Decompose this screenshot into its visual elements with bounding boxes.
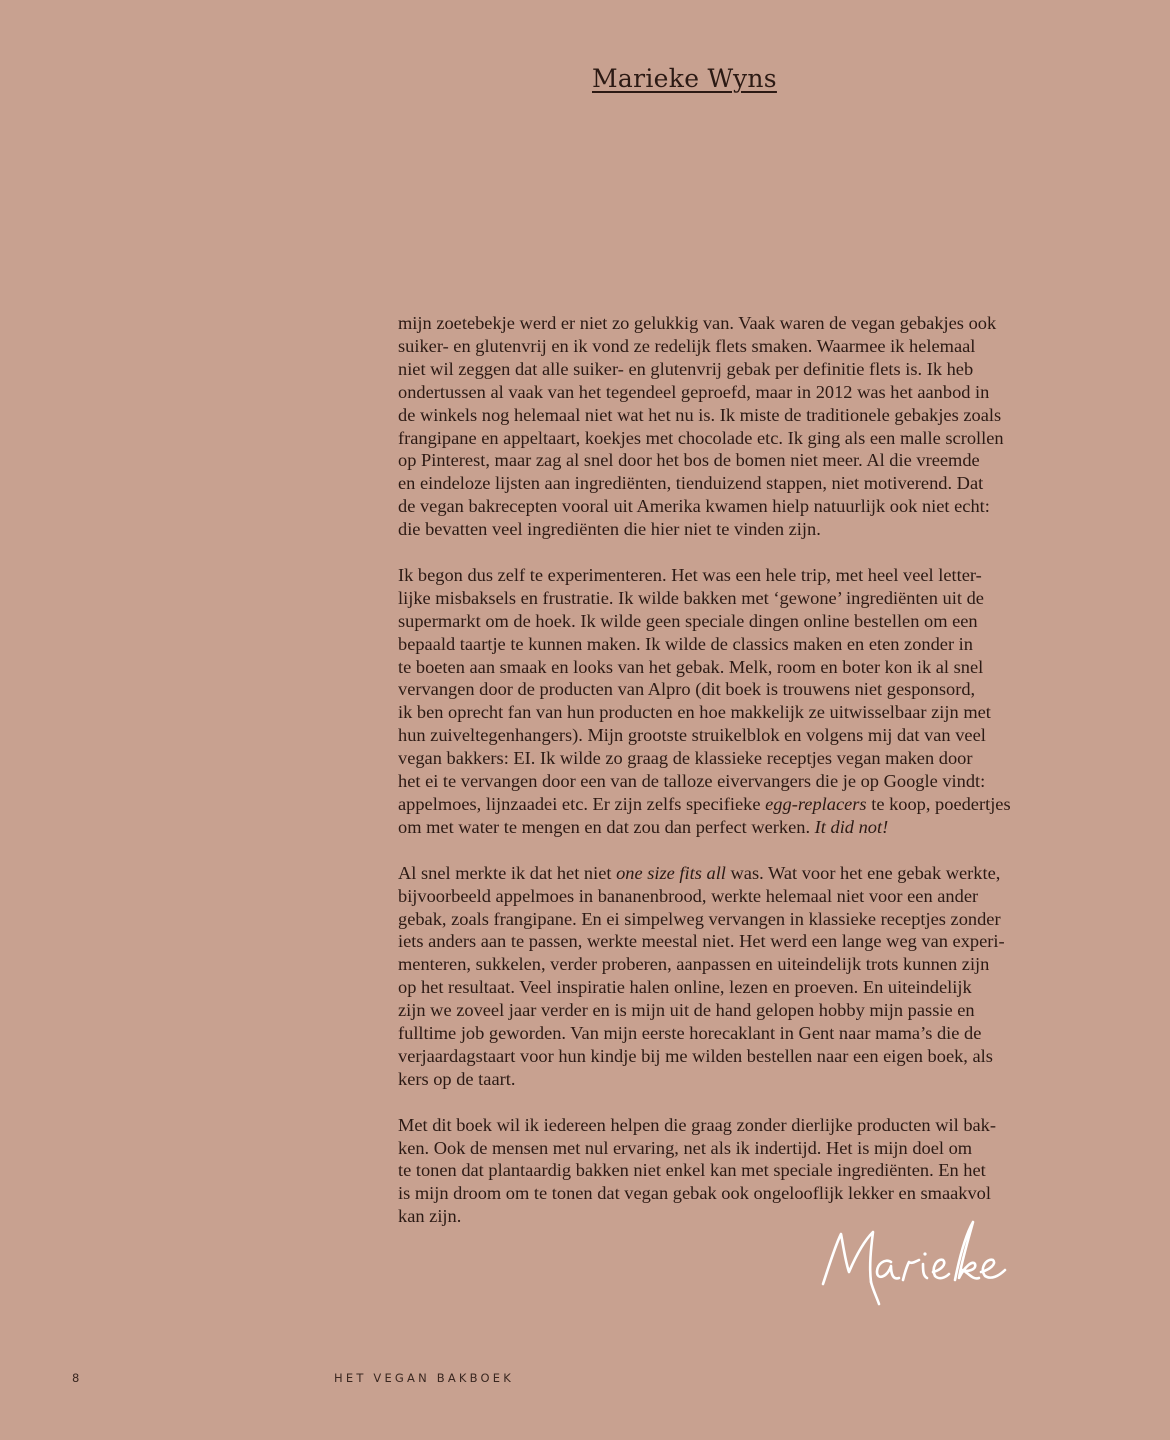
text-line: kan zijn. (398, 1206, 462, 1227)
text-line: te tonen dat plantaardig bakken niet enkel kan met speciale ingrediënten. En het (398, 1160, 986, 1181)
paragraph-3 (398, 862, 1023, 1091)
text-line: bijvoorbeeld appelmoes in bananenbrood, werkte helemaal niet voor een ander (398, 885, 979, 906)
text-line: menteren, sukkelen, verder proberen, aanpassen en uiteindelijk trots kunnen zijn (398, 954, 990, 975)
signature-dot (923, 1252, 926, 1255)
signature-stroke (871, 1282, 879, 1304)
text-line: Ik begon dus zelf te experimenteren. Het was een hele trip, met heel veel letter- (398, 564, 982, 585)
text-line: vervangen door de producten van Alpro (dit boek is trouwens niet gesponsord, (398, 679, 976, 700)
text-line: hun zuiveltegenhangers). Mijn grootste struikelblok en volgens mij dat van veel (398, 725, 986, 746)
italic-term: egg-replacers (765, 794, 867, 815)
text-line (398, 862, 1023, 885)
text-line (398, 793, 1023, 816)
text-segment: appelmoes, lijnzaadei etc. Er zijn zelfs specifieke (398, 794, 766, 815)
text-segment: was. Wat voor het ene gebak werkte, (725, 862, 1001, 883)
text-line: ondertussen al vaak van het tegendeel geproefd, maar in 2012 was het aanbod in (398, 381, 990, 402)
signature-stroke (877, 1261, 899, 1279)
italic-phrase: It did not! (814, 816, 889, 837)
text-line: suiker- en glutenvrij en ik vond ze redelijk flets smaken. Waarmee ik helemaal (398, 335, 976, 356)
signature-stroke (823, 1232, 873, 1284)
text-line: en eindeloze lijsten aan ingrediënten, tienduizend stappen, niet motiverend. Dat (398, 473, 984, 494)
body-text (398, 312, 1023, 1251)
text-line: fulltime job geworden. Van mijn eerste horecaklant in Gent naar mama’s die de (398, 1023, 982, 1044)
text-line: verjaardagstaart voor hun kindje bij me wilden bestellen naar een eigen boek, als (398, 1045, 993, 1066)
text-line: ik ben oprecht fan van hun producten en hoe makkelijk ze uitwisselbaar zijn met (398, 702, 991, 723)
author-name: Marieke Wyns (592, 64, 777, 93)
signature-stroke (955, 1222, 979, 1280)
text-segment: om met water te mengen en dat zou dan perfect werken. (398, 816, 815, 837)
paragraph-1 (398, 312, 1023, 541)
signature-stroke (903, 1260, 919, 1280)
text-line: iets anders aan te passen, werkte meestal niet. Het werd een lange weg van experi- (398, 931, 1005, 952)
paragraph-2 (398, 564, 1023, 839)
page-number: 8 (72, 1371, 80, 1385)
text-line: zijn we zoveel jaar verder en is mijn uit de hand gelopen hobby mijn passie en (398, 1000, 975, 1021)
text-line: het ei te vervangen door een van de talloze eivervangers die je op Google vindt: (398, 771, 986, 792)
book-title: HET VEGAN BAKBOEK (334, 1371, 515, 1385)
text-line: op het resultaat. Veel inspiratie halen online, lezen en proeven. En uiteindelijk (398, 977, 972, 998)
text-line: supermarkt om de hoek. Ik wilde geen speciale dingen online bestellen om een (398, 610, 978, 631)
text-line: gebak, zoals frangipane. En ei simpelweg vervangen in klassieke receptjes zonder (398, 908, 1001, 929)
text-line: te boeten aan smaak en looks van het gebak. Melk, room en boter kon ik al snel (398, 656, 984, 677)
text-line: de vegan bakrecepten vooral uit Amerika kwamen hielp natuurlijk ook niet echt: (398, 496, 990, 517)
signature-stroke (923, 1264, 927, 1278)
text-segment: te koop, poedertjes (866, 794, 1011, 815)
text-line: kers op de taart. (398, 1068, 516, 1089)
signature-stroke (981, 1260, 1005, 1278)
text-line: lijke misbaksels en frustratie. Ik wilde bakken met ‘gewone’ ingrediënten uit de (398, 587, 984, 608)
text-line: ken. Ook de mensen met nul ervaring, net als ik indertijd. Het is mijn doel om (398, 1137, 973, 1158)
text-line: de winkels nog helemaal niet wat het nu is. Ik miste de traditionele gebakjes zoals (398, 404, 1002, 425)
paragraph-4 (398, 1114, 1023, 1229)
signature-stroke (933, 1260, 949, 1278)
signature-handwritten (815, 1214, 1015, 1309)
text-line: bepaald taartje te kunnen maken. Ik wilde de classics maken en eten zonder in (398, 633, 973, 654)
text-line: niet wil zeggen dat alle suiker- en glutenvrij gebak per definitie flets is. Ik heb (398, 358, 974, 379)
text-line: frangipane en appeltaart, koekjes met chocolade etc. Ik ging als een malle scrollen (398, 427, 1004, 448)
text-line (398, 816, 1023, 839)
text-segment: Al snel merkte ik dat het niet (398, 862, 617, 883)
italic-phrase: one size fits all (616, 862, 726, 883)
text-line: Met dit boek wil ik iedereen helpen die graag zonder dierlijke producten wil bak- (398, 1114, 996, 1135)
text-line: mijn zoetebekje werd er niet zo gelukkig van. Vaak waren de vegan gebakjes ook (398, 313, 997, 333)
text-line: die bevatten veel ingrediënten die hier niet te vinden zijn. (398, 519, 821, 540)
text-line: is mijn droom om te tonen dat vegan gebak ook ongelooflijk lekker en smaakvol (398, 1183, 991, 1204)
text-line: op Pinterest, maar zag al snel door het bos de bomen niet meer. Al die vreemde (398, 450, 980, 471)
text-line: vegan bakkers: EI. Ik wilde zo graag de klassieke receptjes vegan maken door (398, 748, 973, 769)
